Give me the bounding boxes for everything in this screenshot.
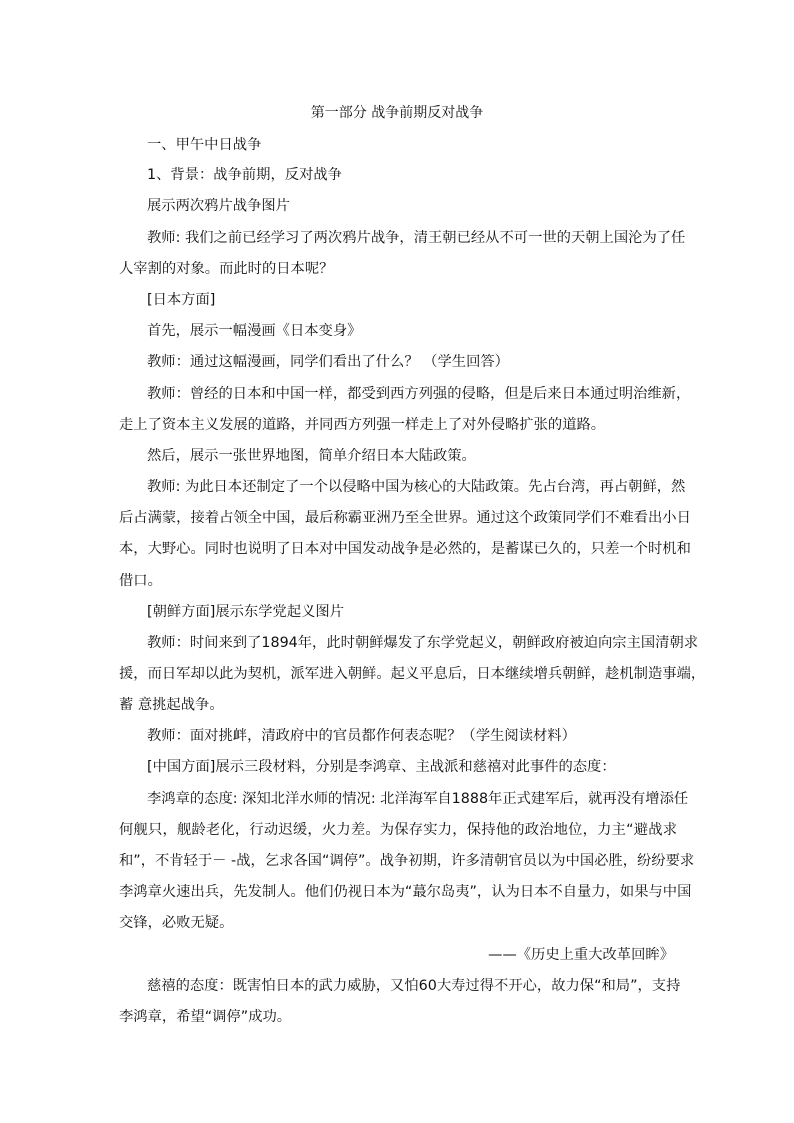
paragraph-line: 教师：曾经的日本和中国一样，都受到西方列强的侵略，但是后来日本通过明治维新， bbox=[147, 386, 691, 402]
paragraph-line: 展示两次鸦片战争图片 bbox=[147, 198, 290, 214]
paragraph-line: [中国方面]展示三段材料，分别是李鸿章、主战派和慈禧对此事件的态度： bbox=[147, 759, 616, 775]
paragraph-line: 援，而日军却以此为契机，派军进入朝鲜。起义平息后，日本继续增兵朝鲜，趁机制造事端， bbox=[119, 666, 706, 682]
paragraph-line: 教师: 为此日本还制定了一个以侵略中国为核心的大陆政策。先占台湾，再占朝鲜，然 bbox=[147, 479, 686, 495]
paragraph-line: 慈禧的态度：既害怕日本的武力威胁，又怕60大寿过得不开心，故力保“和局”，支持 bbox=[147, 978, 681, 994]
paragraph-line: 后占满蒙，接着占领全中国，最后称霸亚洲乃至全世界。通过这个政策同学们不难看出小日 bbox=[119, 510, 691, 526]
paragraph-line: 教师: 我们之前已经学习了两次鸦片战争，清王朝已经从不可一世的天朝上国沦为了任 bbox=[147, 230, 686, 246]
document-title: 第一部分 战争前期反对战争 bbox=[310, 105, 484, 121]
paragraph-line: 走上了资本主义发展的道路，并同西方列强一样走上了对外侵略扩张的道路。 bbox=[119, 417, 606, 433]
paragraph-line: 教师：通过这幅漫画，同学们看出了什么？ （学生回答） bbox=[147, 354, 509, 370]
paragraph-line: [日本方面] bbox=[147, 292, 216, 308]
paragraph-line: 蓄 意挑起战争。 bbox=[119, 697, 224, 713]
paragraph-line: 交锋，必败无疑。 bbox=[119, 915, 234, 931]
paragraph-line: [朝鲜方面]展示东学党起义图片 bbox=[147, 604, 345, 620]
subsection-heading: 1、背景：战争前期，反对战争 bbox=[147, 167, 342, 183]
section-heading: 一、甲午中日战争 bbox=[147, 137, 262, 153]
paragraph-line: 和”，不肯轻于－ -战，乞求各国“调停”。战争初期，许多清朝官员以为中国必胜，纷纷要求 bbox=[119, 853, 695, 869]
paragraph-line: 李鸿章，希望“调停”成功。 bbox=[119, 1009, 292, 1025]
paragraph-line: 然后，展示一张世界地图，简单介绍日本大陆政策。 bbox=[147, 448, 476, 464]
paragraph-line: 教师：面对挑衅，清政府中的官员都作何表态呢？（学生阅读材料） bbox=[147, 728, 576, 744]
paragraph-line: 李鸿章的态度: 深知北洋水师的情况: 北洋海军自1888年正式建军后，就再没有增添任 bbox=[147, 791, 689, 807]
paragraph-line: 人宰割的对象。而此时的日本呢？ bbox=[119, 261, 334, 277]
paragraph-line: 首先，展示一幅漫画《日本变身》 bbox=[147, 323, 362, 339]
paragraph-line: 教师：时间来到了1894年，此时朝鲜爆发了东学党起义，朝鲜政府被迫向宗主国清朝求 bbox=[147, 635, 699, 651]
paragraph-line: 李鸿章火速出兵，先发制人。他们仍视日本为“蕞尔岛夷”，认为日本不自量力，如果与中国 bbox=[119, 884, 692, 900]
paragraph-line: 本，大野心。同时也说明了日本对中国发动战争是必然的，是蓄谋已久的，只差一个时机和 bbox=[119, 541, 691, 557]
paragraph-line: 何舰只，舰龄老化，行动迟缓，火力差。为保存实力，保持他的政治地位，力主“避战求 bbox=[119, 822, 677, 838]
source-citation: ——《历史上重大改革回眸》 bbox=[488, 947, 674, 963]
paragraph-line: 借口。 bbox=[119, 573, 162, 589]
